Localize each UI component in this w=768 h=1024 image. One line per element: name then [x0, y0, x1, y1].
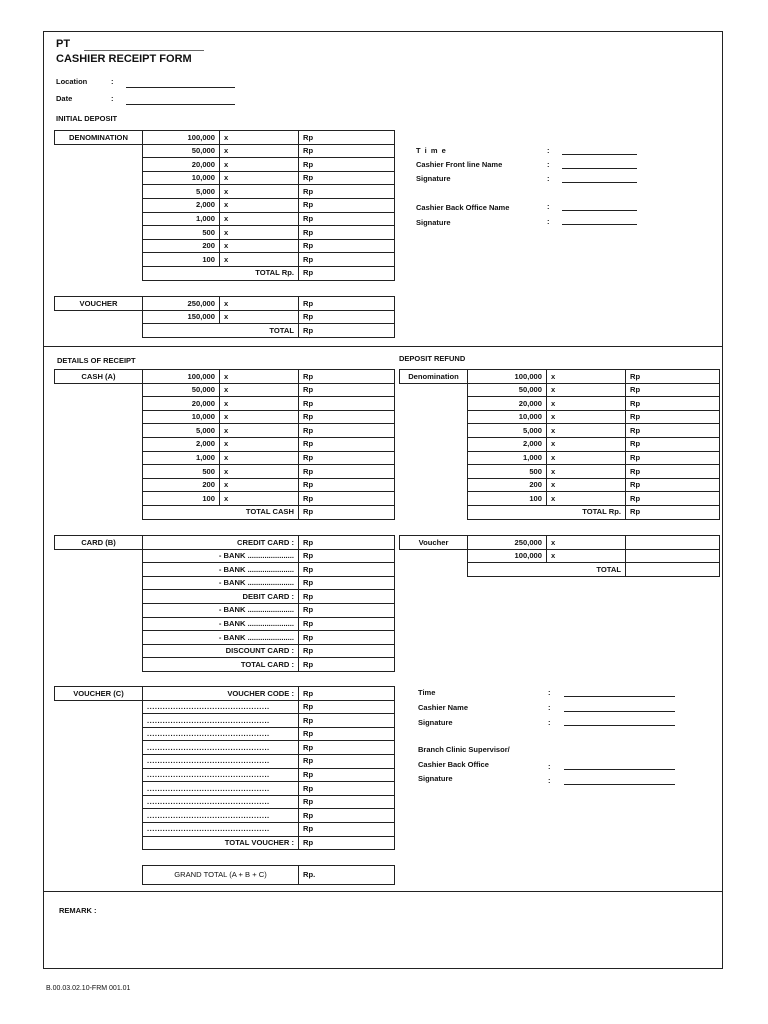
amount-cell[interactable]: Rp — [299, 212, 395, 226]
amount-cell[interactable]: Rp — [299, 198, 395, 212]
table-row — [55, 266, 395, 280]
voucher-code-field[interactable]: ............................................... — [143, 741, 299, 755]
amount-cell[interactable]: Rp — [299, 437, 395, 451]
voucher-code-field[interactable]: ............................................... — [143, 809, 299, 823]
amount-cell[interactable]: Rp — [299, 782, 395, 796]
table-row: 50,000 x Rp — [55, 383, 395, 397]
amount-cell[interactable]: Rp — [299, 563, 395, 577]
grand-total-label: GRAND TOTAL (A + B + C) — [143, 866, 299, 885]
table-row: TOTAL CARD : Rp — [55, 658, 395, 672]
amount-cell[interactable]: Rp — [299, 171, 395, 185]
table-row — [143, 866, 395, 885]
table-row: 50,000 x Rp — [55, 144, 395, 158]
amount-cell[interactable]: Rp — [299, 297, 395, 311]
cashier-back-office-label: Cashier Back Office — [418, 760, 489, 769]
remark-field[interactable] — [48, 920, 718, 964]
voucher-code-field[interactable]: ............................................... — [143, 795, 299, 809]
table-row: - BANK ...................... Rp — [55, 576, 395, 590]
table-row: 20,000 x Rp — [400, 397, 720, 411]
signature-label: Signature — [418, 718, 453, 727]
table-row: 1,000 x Rp — [400, 451, 720, 465]
card-table — [54, 535, 395, 672]
table-row: 150,000 x Rp — [55, 310, 395, 324]
signature-label: Signature — [416, 174, 451, 183]
table-row — [55, 836, 395, 850]
table-row: 1,000 x Rp — [55, 212, 395, 226]
table-row: 20,000 x Rp — [55, 397, 395, 411]
table-row: 200 x Rp — [55, 239, 395, 253]
amount-cell[interactable]: Rp — [626, 451, 720, 465]
section-divider — [43, 346, 723, 347]
grand-total-table — [142, 865, 395, 885]
table-row: 10,000 x Rp — [55, 171, 395, 185]
voucher-total-label: TOTAL — [143, 324, 299, 338]
table-row: 200 x Rp — [55, 478, 395, 492]
remark-label: REMARK : — [59, 906, 97, 915]
table-row: VOUCHER (C) VOUCHER CODE : Rp — [55, 687, 395, 701]
table-row: 100,000 x — [400, 549, 720, 563]
voucher-code-field[interactable]: ............................................... — [143, 754, 299, 768]
table-row: DEBIT CARD : Rp — [55, 590, 395, 604]
amount-cell[interactable]: Rp — [626, 478, 720, 492]
cashier-back-field[interactable] — [562, 210, 637, 211]
amount-cell[interactable]: Rp — [299, 754, 395, 768]
date-label: Date — [56, 94, 73, 103]
deposit-refund-label: DEPOSIT REFUND — [399, 354, 466, 363]
total-label: TOTAL Rp. — [143, 266, 299, 280]
table-row: CARD (B) CREDIT CARD : Rp — [55, 536, 395, 550]
refund-voucher-table — [399, 535, 720, 577]
amount-cell[interactable]: Rp — [299, 617, 395, 631]
amount-cell[interactable]: Rp — [299, 310, 395, 324]
amount-cell[interactable]: Rp — [299, 631, 395, 645]
amount-cell[interactable]: Rp — [299, 822, 395, 836]
initial-deposit-label: INITIAL DEPOSIT — [56, 114, 118, 123]
total-voucher-label: TOTAL VOUCHER : — [143, 836, 299, 850]
table-row: 20,000 x Rp — [55, 158, 395, 172]
voucher-code-field[interactable]: ............................................... — [143, 768, 299, 782]
table-row: - BANK ...................... Rp — [55, 563, 395, 577]
table-row — [55, 822, 395, 836]
amount-cell[interactable]: Rp — [299, 383, 395, 397]
location-colon: : — [111, 77, 114, 86]
amount-cell[interactable]: Rp — [626, 370, 720, 384]
amount-cell[interactable]: Rp — [299, 741, 395, 755]
total-amount-cell[interactable]: Rp — [299, 658, 395, 672]
grand-total-amount[interactable]: Rp. — [299, 866, 395, 885]
table-row: 100 x Rp — [400, 492, 720, 506]
amount-cell[interactable]: Rp — [299, 809, 395, 823]
table-row: DENOMINATION 100,000 x Rp — [55, 131, 395, 145]
table-row: 500 x Rp — [55, 226, 395, 240]
amount-cell[interactable]: Rp — [299, 465, 395, 479]
amount-cell[interactable]: Rp — [299, 253, 395, 267]
cashier-front-label: Cashier Front line Name — [416, 160, 503, 169]
amount-cell[interactable]: Rp — [299, 687, 395, 701]
amount-cell[interactable]: Rp — [626, 424, 720, 438]
total-amount-cell[interactable]: Rp — [299, 324, 395, 338]
amount-cell[interactable]: Rp — [299, 590, 395, 604]
amount-cell[interactable]: Rp — [299, 451, 395, 465]
amount-cell[interactable]: Rp — [299, 226, 395, 240]
total-amount-cell[interactable]: Rp — [299, 266, 395, 280]
total-amount-cell[interactable]: Rp — [299, 836, 395, 850]
amount-cell[interactable]: Rp — [299, 727, 395, 741]
total-cash-label: TOTAL CASH — [143, 505, 299, 519]
table-row — [55, 782, 395, 796]
table-row — [55, 809, 395, 823]
table-row: 50,000 x Rp — [400, 383, 720, 397]
table-row: 10,000 x Rp — [55, 410, 395, 424]
card-header: CARD (B) — [55, 536, 143, 550]
section-divider — [43, 891, 723, 892]
table-row — [55, 754, 395, 768]
table-row — [55, 741, 395, 755]
signature-field[interactable] — [564, 784, 675, 785]
table-row — [55, 505, 395, 519]
table-row — [55, 700, 395, 714]
form-title: CASHIER RECEIPT FORM — [56, 53, 192, 65]
cashier-back-label: Cashier Back Office Name — [416, 203, 510, 212]
denomination-header: DENOMINATION — [55, 131, 143, 145]
voucher-c-table — [54, 686, 395, 850]
pt-name-line[interactable] — [84, 50, 204, 51]
refund-voucher-header: Voucher — [400, 536, 468, 550]
refund-total-label: TOTAL Rp. — [468, 505, 626, 519]
amount-cell[interactable]: Rp — [299, 397, 395, 411]
branch-supervisor-label: Branch Clinic Supervisor/ — [418, 745, 510, 754]
refund-denomination-header: Denomination — [400, 370, 468, 384]
signature-label: Signature — [418, 774, 453, 783]
pt-label: PT — [56, 38, 71, 50]
initial-deposit-table — [54, 130, 395, 281]
table-row: - BANK ...................... Rp — [55, 603, 395, 617]
table-row: 5,000 x Rp — [55, 424, 395, 438]
table-row: 5,000 x Rp — [55, 185, 395, 199]
total-amount-cell[interactable]: Rp — [626, 505, 720, 519]
amount-cell[interactable]: Rp — [626, 397, 720, 411]
total-amount-cell[interactable] — [626, 563, 720, 577]
amount-cell[interactable]: Rp — [299, 424, 395, 438]
cashier-front-field[interactable] — [562, 168, 637, 169]
table-row: Denomination 100,000 x Rp — [400, 370, 720, 384]
amount-cell[interactable]: Rp — [299, 576, 395, 590]
amount-cell[interactable] — [626, 536, 720, 550]
amount-cell[interactable]: Rp — [626, 383, 720, 397]
date-colon: : — [111, 94, 114, 103]
amount-cell[interactable]: Rp — [299, 492, 395, 506]
amount-cell[interactable]: Rp — [299, 795, 395, 809]
time-label: T i m e — [416, 146, 447, 155]
details-of-receipt-label: DETAILS OF RECEIPT — [57, 356, 136, 365]
table-row — [55, 768, 395, 782]
table-row: - BANK ...................... Rp — [55, 631, 395, 645]
amount-cell[interactable]: Rp — [299, 185, 395, 199]
voucher-code-field[interactable]: ............................................... — [143, 714, 299, 728]
amount-cell[interactable] — [626, 549, 720, 563]
amount-cell[interactable]: Rp — [299, 370, 395, 384]
signature-label: Signature — [416, 218, 451, 227]
table-row — [400, 563, 720, 577]
total-amount-cell[interactable]: Rp — [299, 505, 395, 519]
amount-cell[interactable]: Rp — [299, 768, 395, 782]
table-row: 2,000 x Rp — [400, 437, 720, 451]
cashier-back-office-field[interactable] — [564, 769, 675, 770]
amount-cell[interactable]: Rp — [626, 437, 720, 451]
table-row — [55, 727, 395, 741]
date-field[interactable] — [126, 104, 235, 105]
refund-voucher-total-label: TOTAL — [468, 563, 626, 577]
amount-cell[interactable]: Rp — [299, 144, 395, 158]
table-row: 2,000 x Rp — [55, 198, 395, 212]
time-label: Time — [418, 688, 436, 697]
table-row: - BANK ...................... Rp — [55, 617, 395, 631]
form-code: B.00.03.02.10-FRM 001.01 — [46, 985, 131, 992]
table-row — [400, 505, 720, 519]
table-row — [55, 795, 395, 809]
voucher-code-field[interactable]: ............................................... — [143, 782, 299, 796]
time-field[interactable] — [562, 154, 637, 155]
amount-cell[interactable]: Rp — [299, 131, 395, 145]
amount-cell[interactable]: Rp — [299, 549, 395, 563]
signature-field[interactable] — [562, 224, 637, 225]
table-row: 2,000 x Rp — [55, 437, 395, 451]
table-row — [55, 324, 395, 338]
voucher-code-field[interactable]: ............................................... — [143, 700, 299, 714]
cashier-name-field[interactable] — [564, 711, 675, 712]
amount-cell[interactable]: Rp — [299, 158, 395, 172]
amount-cell[interactable]: Rp — [299, 478, 395, 492]
table-row: 5,000 x Rp — [400, 424, 720, 438]
table-row: VOUCHER 250,000 x Rp — [55, 297, 395, 311]
table-row — [55, 714, 395, 728]
amount-cell[interactable]: Rp — [626, 465, 720, 479]
amount-cell[interactable]: Rp — [626, 492, 720, 506]
cash-table — [54, 369, 395, 520]
amount-cell[interactable]: Rp — [299, 714, 395, 728]
amount-cell[interactable]: Rp — [299, 603, 395, 617]
amount-cell[interactable]: Rp — [299, 644, 395, 658]
table-row: Voucher 250,000 x — [400, 536, 720, 550]
amount-cell[interactable]: Rp — [299, 239, 395, 253]
amount-cell[interactable]: Rp — [299, 410, 395, 424]
table-row: 10,000 x Rp — [400, 410, 720, 424]
table-row: - BANK ...................... Rp — [55, 549, 395, 563]
cash-header: CASH (A) — [55, 370, 143, 384]
amount-cell[interactable]: Rp — [626, 410, 720, 424]
table-row: 100 x Rp — [55, 492, 395, 506]
location-field[interactable] — [126, 87, 235, 88]
table-row: 500 x Rp — [55, 465, 395, 479]
deposit-refund-table — [399, 369, 720, 520]
amount-cell[interactable]: Rp — [299, 700, 395, 714]
amount-cell[interactable]: Rp — [299, 536, 395, 550]
table-row: DISCOUNT CARD : Rp — [55, 644, 395, 658]
table-row: 100 x Rp — [55, 253, 395, 267]
table-row: 500 x Rp — [400, 465, 720, 479]
initial-voucher-table — [54, 296, 395, 338]
location-label: Location — [56, 77, 88, 86]
table-row: 1,000 x Rp — [55, 451, 395, 465]
voucher-code-field[interactable]: ............................................... — [143, 727, 299, 741]
time-field[interactable] — [564, 696, 675, 697]
table-row: 200 x Rp — [400, 478, 720, 492]
voucher-c-header: VOUCHER (C) — [55, 687, 143, 701]
cashier-name-label: Cashier Name — [418, 703, 469, 712]
signature-field[interactable] — [564, 725, 675, 726]
voucher-header: VOUCHER — [55, 297, 143, 311]
signature-field[interactable] — [562, 182, 637, 183]
voucher-code-field[interactable]: ............................................... — [143, 822, 299, 836]
table-row: CASH (A) 100,000 x Rp — [55, 370, 395, 384]
